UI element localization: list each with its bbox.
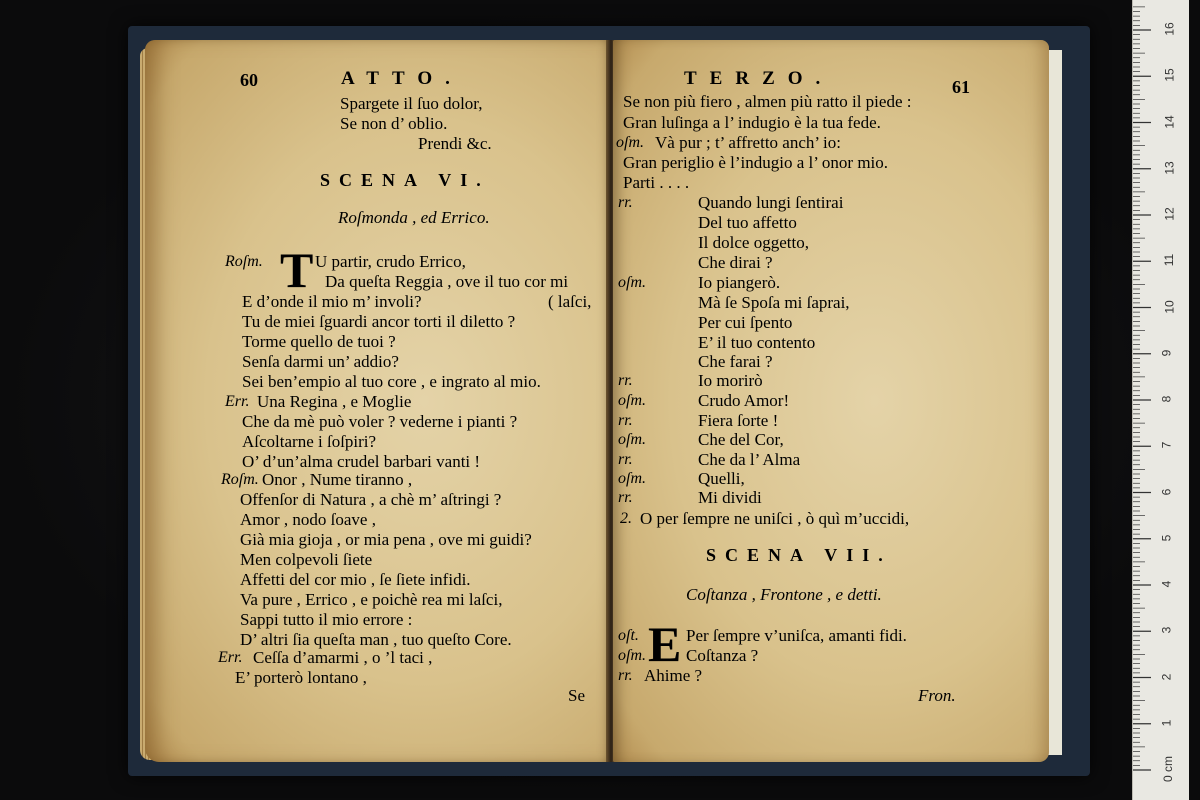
ruler-label: 11 bbox=[1162, 254, 1177, 267]
text-line: E’ il tuo contento bbox=[698, 333, 816, 352]
speaker-label: Err. bbox=[218, 649, 243, 666]
speaker-label: oſm. bbox=[618, 431, 646, 448]
text-line: Tu de miei ſguardi ancor torti il diletto ? bbox=[242, 312, 516, 331]
text-line: Una Regina , e Moglie bbox=[257, 392, 412, 411]
ruler-label: 0 cm bbox=[1161, 755, 1176, 783]
ruler-label: 4 bbox=[1159, 580, 1174, 588]
text-line: Se non d’ oblio. bbox=[340, 114, 448, 133]
text-line: Da queſta Reggia , ove il tuo cor mi bbox=[325, 272, 569, 291]
text-line: Quando lungi ſentirai bbox=[698, 193, 844, 212]
speaker-label: oſm. bbox=[618, 392, 646, 409]
speaker-label: oſm. bbox=[618, 470, 646, 487]
speaker-label: rr. bbox=[618, 451, 633, 468]
drop-cap: T bbox=[280, 242, 314, 298]
speaker-label: oſt. bbox=[618, 627, 639, 644]
ruler-label: 14 bbox=[1162, 114, 1177, 129]
speaker-label: rr. bbox=[618, 667, 633, 684]
text-line: Per cui ſpento bbox=[698, 313, 793, 332]
text-line: Crudo Amor! bbox=[698, 391, 790, 410]
speaker-label: Err. bbox=[225, 393, 250, 410]
text-line: Amor , nodo ſoave , bbox=[240, 510, 376, 529]
ruler-label: 13 bbox=[1162, 161, 1177, 175]
text-line: Men colpevoli ſiete bbox=[240, 550, 373, 569]
measurement-ruler bbox=[1132, 0, 1189, 800]
scene-characters: Coſtanza , Frontone , e detti. bbox=[686, 585, 882, 604]
ruler-label: 16 bbox=[1162, 22, 1177, 36]
text-line: Ahime ? bbox=[644, 666, 703, 685]
ruler-label: 9 bbox=[1159, 349, 1174, 357]
speaker-label: Roſm. bbox=[221, 471, 259, 488]
speaker-label: oſm. bbox=[618, 274, 646, 291]
speaker-label: oſm. bbox=[618, 647, 646, 664]
text-line: Io piangerò. bbox=[698, 273, 781, 292]
text-line: Coſtanza ? bbox=[686, 646, 759, 665]
scene-characters: Roſmonda , ed Errico. bbox=[338, 208, 490, 227]
ruler-label: 10 bbox=[1162, 299, 1177, 314]
text-line: Che farai ? bbox=[698, 352, 773, 371]
text-line: Del tuo affetto bbox=[698, 213, 797, 232]
text-line: O per ſempre ne uniſci , ò quì m’uccidi, bbox=[640, 509, 910, 528]
text-line: Spargete il ſuo dolor, bbox=[340, 94, 483, 113]
left-page-number: 60 bbox=[240, 70, 258, 90]
catchword: Fron. bbox=[918, 686, 956, 705]
text-line: Il dolce oggetto, bbox=[698, 233, 809, 252]
ruler-label: 7 bbox=[1159, 441, 1174, 449]
text-line: Gran luſinga a l’ indugio è la tua fede. bbox=[623, 113, 881, 132]
text-line: Gran periglio è l’indugio a l’ onor mio. bbox=[623, 153, 889, 172]
text-line: Io morirò bbox=[698, 371, 763, 390]
speaker-label: oſm. bbox=[616, 134, 644, 151]
text-line: Mi dividi bbox=[698, 488, 762, 507]
scene-heading: SCENA VI. bbox=[320, 170, 490, 190]
text-line: Parti . . . . bbox=[623, 173, 690, 192]
text-line: Mà ſe Spoſa mi ſaprai, bbox=[698, 293, 850, 312]
text-line: Aſcoltarne i ſoſpiri? bbox=[242, 432, 377, 451]
text-line: Che dirai ? bbox=[698, 253, 773, 272]
speaker-label: Roſm. bbox=[225, 253, 263, 270]
text-line: Và pur ; t’ affretto anch’ io: bbox=[655, 133, 841, 152]
text-line: Prendi &c. bbox=[418, 134, 492, 153]
speaker-label: rr. bbox=[618, 372, 633, 389]
text-line: Fiera ſorte ! bbox=[698, 411, 779, 430]
text-line: Sappi tutto il mio errore : bbox=[240, 610, 413, 629]
text-line: Affetti del cor mio , ſe ſiete infidi. bbox=[240, 570, 471, 589]
ruler-label: 6 bbox=[1159, 488, 1174, 495]
text-line: E d’onde il mio m’ involi? bbox=[242, 292, 422, 311]
paper-strip bbox=[1048, 50, 1062, 755]
text-line: Che del Cor, bbox=[698, 430, 784, 449]
text-line: ( laſci, bbox=[548, 292, 592, 311]
speaker-label: rr. bbox=[618, 489, 633, 506]
text-line: O’ d’un’alma crudel barbari vanti ! bbox=[242, 452, 481, 471]
speaker-label: rr. bbox=[618, 194, 633, 211]
right-page-number: 61 bbox=[952, 77, 970, 97]
text-line: Che da l’ Alma bbox=[698, 450, 801, 469]
speaker-label: rr. bbox=[618, 412, 633, 429]
left-running-header: ATTO. bbox=[341, 68, 463, 89]
text-line: D’ altri ſia queſta man , tuo queſto Core. bbox=[240, 630, 512, 649]
text-line: E’ porterò lontano , bbox=[235, 668, 367, 687]
ruler-label: 5 bbox=[1159, 534, 1174, 542]
text-line: Quelli, bbox=[698, 469, 745, 488]
ruler-label: 2 bbox=[1159, 673, 1174, 680]
text-line: U partir, crudo Errico, bbox=[315, 252, 466, 271]
right-running-header: TERZO. bbox=[684, 68, 834, 89]
text-line: Onor , Nume tiranno , bbox=[262, 470, 413, 489]
text-line: Già mia gioja , or mia pena , ove mi guidi? bbox=[240, 530, 532, 549]
text-line: Senſa darmi un’ addio? bbox=[242, 352, 399, 371]
drop-cap: E bbox=[648, 616, 682, 672]
text-line: Che da mè può voler ? vederne i pianti ? bbox=[242, 412, 518, 431]
text-line: Ceſſa d’amarmi , o ’l taci , bbox=[253, 648, 433, 667]
text-line: Torme quello de tuoi ? bbox=[242, 332, 396, 351]
text-line: Se non più fiero , almen più ratto il piede : bbox=[623, 92, 912, 111]
text-line: Per ſempre v’uniſca, amanti fidi. bbox=[686, 626, 907, 645]
scene-heading: SCENA VII. bbox=[706, 545, 892, 565]
text-line: Offenſor di Natura , a chè m’ aſtringi ? bbox=[240, 490, 502, 509]
ruler-label: 15 bbox=[1162, 68, 1177, 82]
ruler-label: 12 bbox=[1162, 207, 1177, 221]
catchword: Se bbox=[568, 686, 585, 705]
speaker-label: 2. bbox=[620, 510, 632, 527]
text-line: Sei ben’empio al tuo core , e ingrato al mio. bbox=[242, 372, 541, 391]
ruler-label: 1 bbox=[1159, 719, 1174, 727]
ruler-label: 3 bbox=[1159, 626, 1174, 634]
text-line: Va pure , Errico , e poichè rea mi laſci, bbox=[240, 590, 503, 609]
ruler-label: 8 bbox=[1159, 395, 1174, 403]
